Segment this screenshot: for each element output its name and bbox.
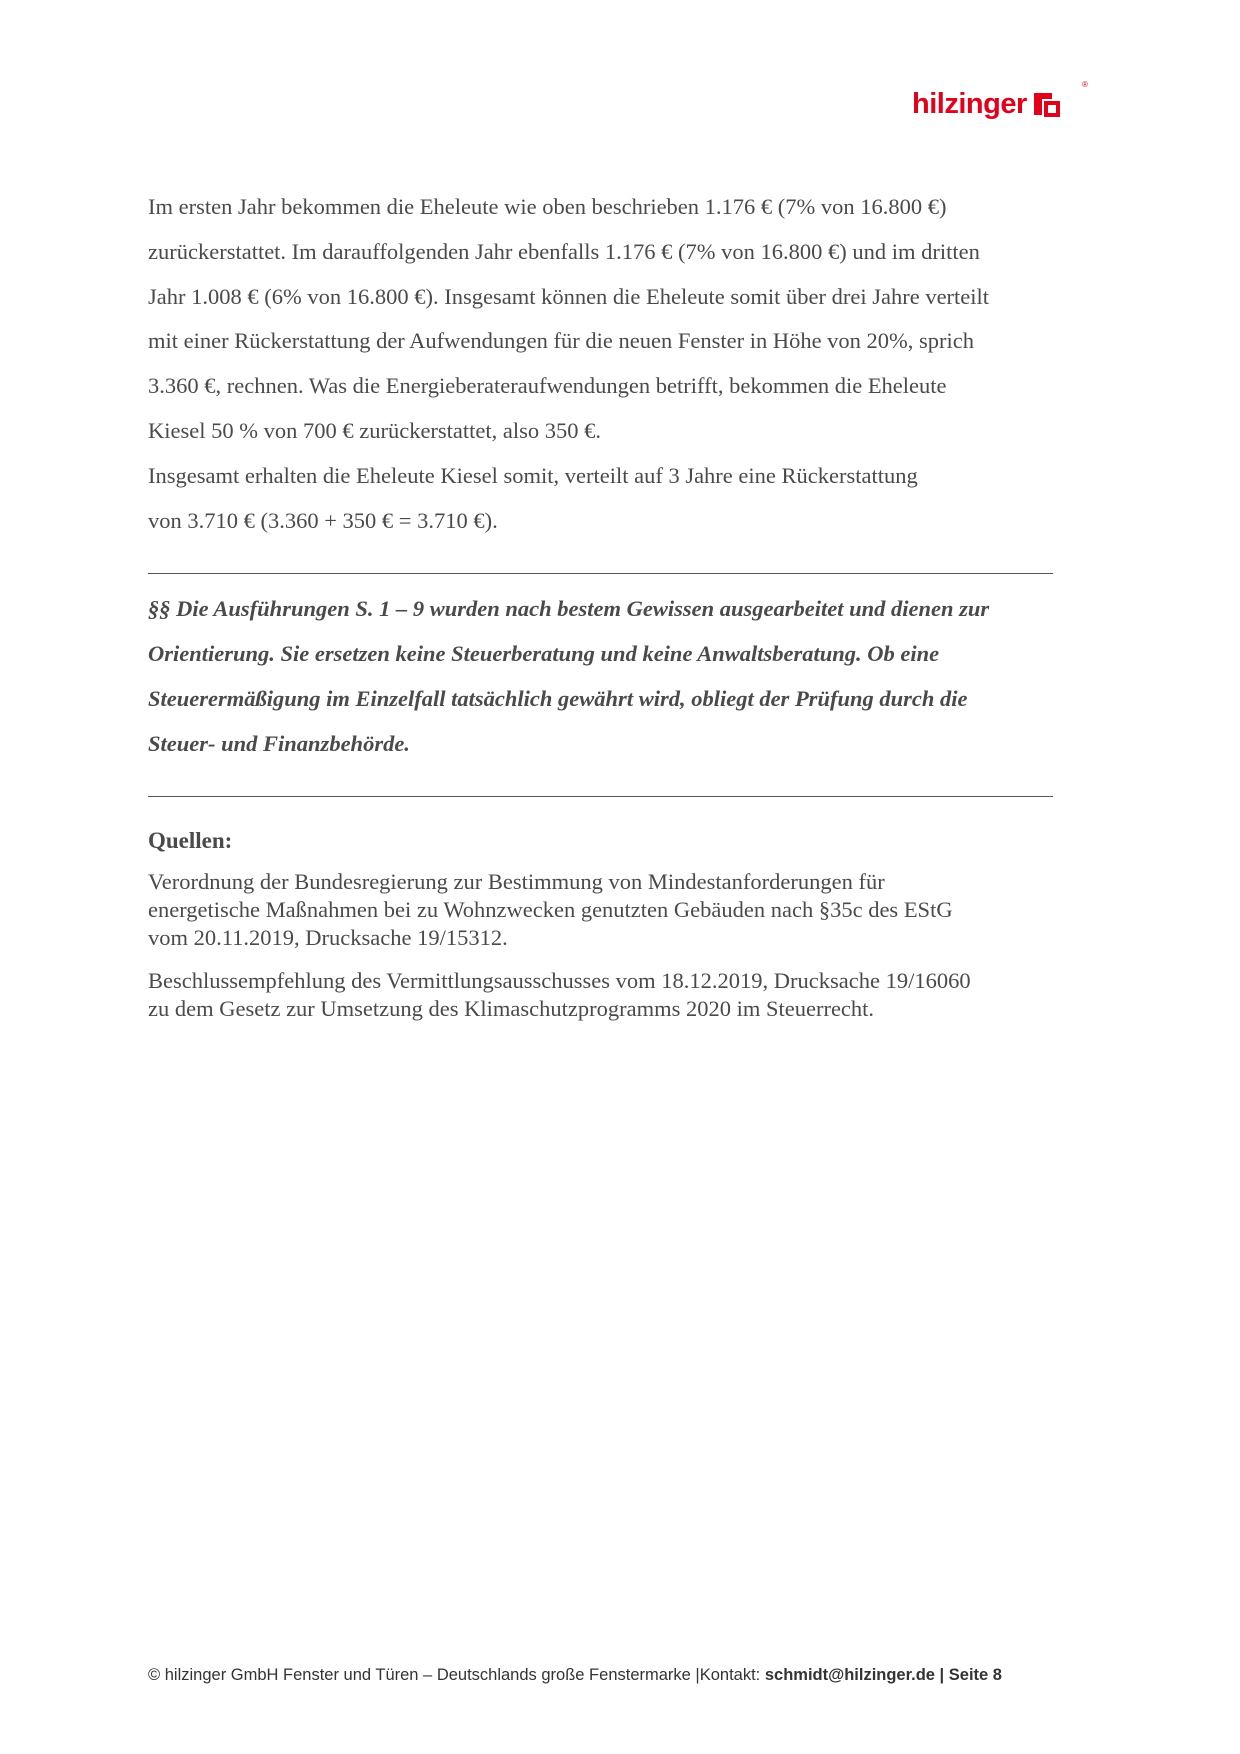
source-entry — [148, 967, 1098, 1023]
source-line: zu dem Gesetz zur Umsetzung des Klimaschutzprogramms 2020 im Steuerrecht. — [148, 996, 875, 1021]
notice-line: Steuerermäßigung im Einzelfall tatsächlich gewährt wird, obliegt der Prüfung durch die — [148, 686, 968, 711]
text-line: von 3.710 € (3.360 + 350 € = 3.710 €). — [148, 507, 498, 533]
calculation-paragraph — [148, 185, 1098, 543]
logo-wordmark: hilzinger — [912, 87, 1027, 120]
source-line: Verordnung der Bundesregierung zur Bestimmung von Mindestanforderungen für — [148, 869, 885, 894]
text-line: Im ersten Jahr bekommen die Eheleute wie oben beschrieben 1.176 € (7% von 16.800 €) — [148, 194, 947, 219]
page-number: Seite 8 — [948, 1666, 1002, 1684]
registered-mark: ® — [1082, 80, 1088, 89]
footer-copyright: © hilzinger GmbH Fenster und Türen – Deutschlands große Fenstermarke |Kontakt: — [148, 1666, 765, 1684]
source-entry — [148, 868, 1098, 952]
text-line: Jahr 1.008 € (6% von 16.800 €). Insgesamt können die Eheleute somit über drei Jahre verteilt — [148, 283, 990, 309]
source-line: energetische Maßnahmen bei zu Wohnzwecken genutzten Gebäuden nach §35c des EStG — [148, 897, 953, 922]
text-line: zurückerstattet. Im darauffolgenden Jahr ebenfalls 1.176 € (7% von 16.800 €) und im dritten — [148, 238, 980, 264]
text-line: Insgesamt erhalten die Eheleute Kiesel somit, verteilt auf 3 Jahre eine Rückerstattung — [148, 462, 918, 488]
page-footer — [148, 1666, 1088, 1685]
divider-line — [148, 573, 1053, 574]
notice-line: Steuer- und Finanzbehörde. — [148, 731, 410, 756]
notice-line: Orientierung. Sie ersetzen keine Steuerberatung und keine Anwaltsberatung. Ob eine — [148, 641, 940, 666]
text-line: 3.360 €, rechnen. Was die Energieberateraufwendungen betrifft, bekommen die Eheleute — [148, 373, 947, 399]
text-line: Kiesel 50 % von 700 € zurückerstattet, also 350 €. — [148, 417, 602, 443]
sources-heading: Quellen: — [148, 828, 233, 853]
hilzinger-logo — [912, 84, 1064, 124]
source-line: vom 20.11.2019, Drucksache 19/15312. — [148, 925, 508, 950]
notice-line: §§ Die Ausführungen S. 1 – 9 wurden nach bestem Gewissen ausgearbeitet und dienen zur — [148, 596, 990, 621]
footer-separator: | — [934, 1666, 949, 1684]
disclaimer-notice — [148, 586, 1098, 766]
divider-line — [148, 796, 1053, 797]
logo-window-icon — [1030, 87, 1064, 121]
source-line: Beschlussempfehlung des Vermittlungsausschusses vom 18.12.2019, Drucksache 19/16060 — [148, 968, 971, 993]
contact-email-link[interactable]: schmidt@hilzinger.de — [764, 1666, 935, 1684]
text-line: mit einer Rückerstattung der Aufwendungen für die neuen Fenster in Höhe von 20%, sprich — [148, 328, 975, 354]
